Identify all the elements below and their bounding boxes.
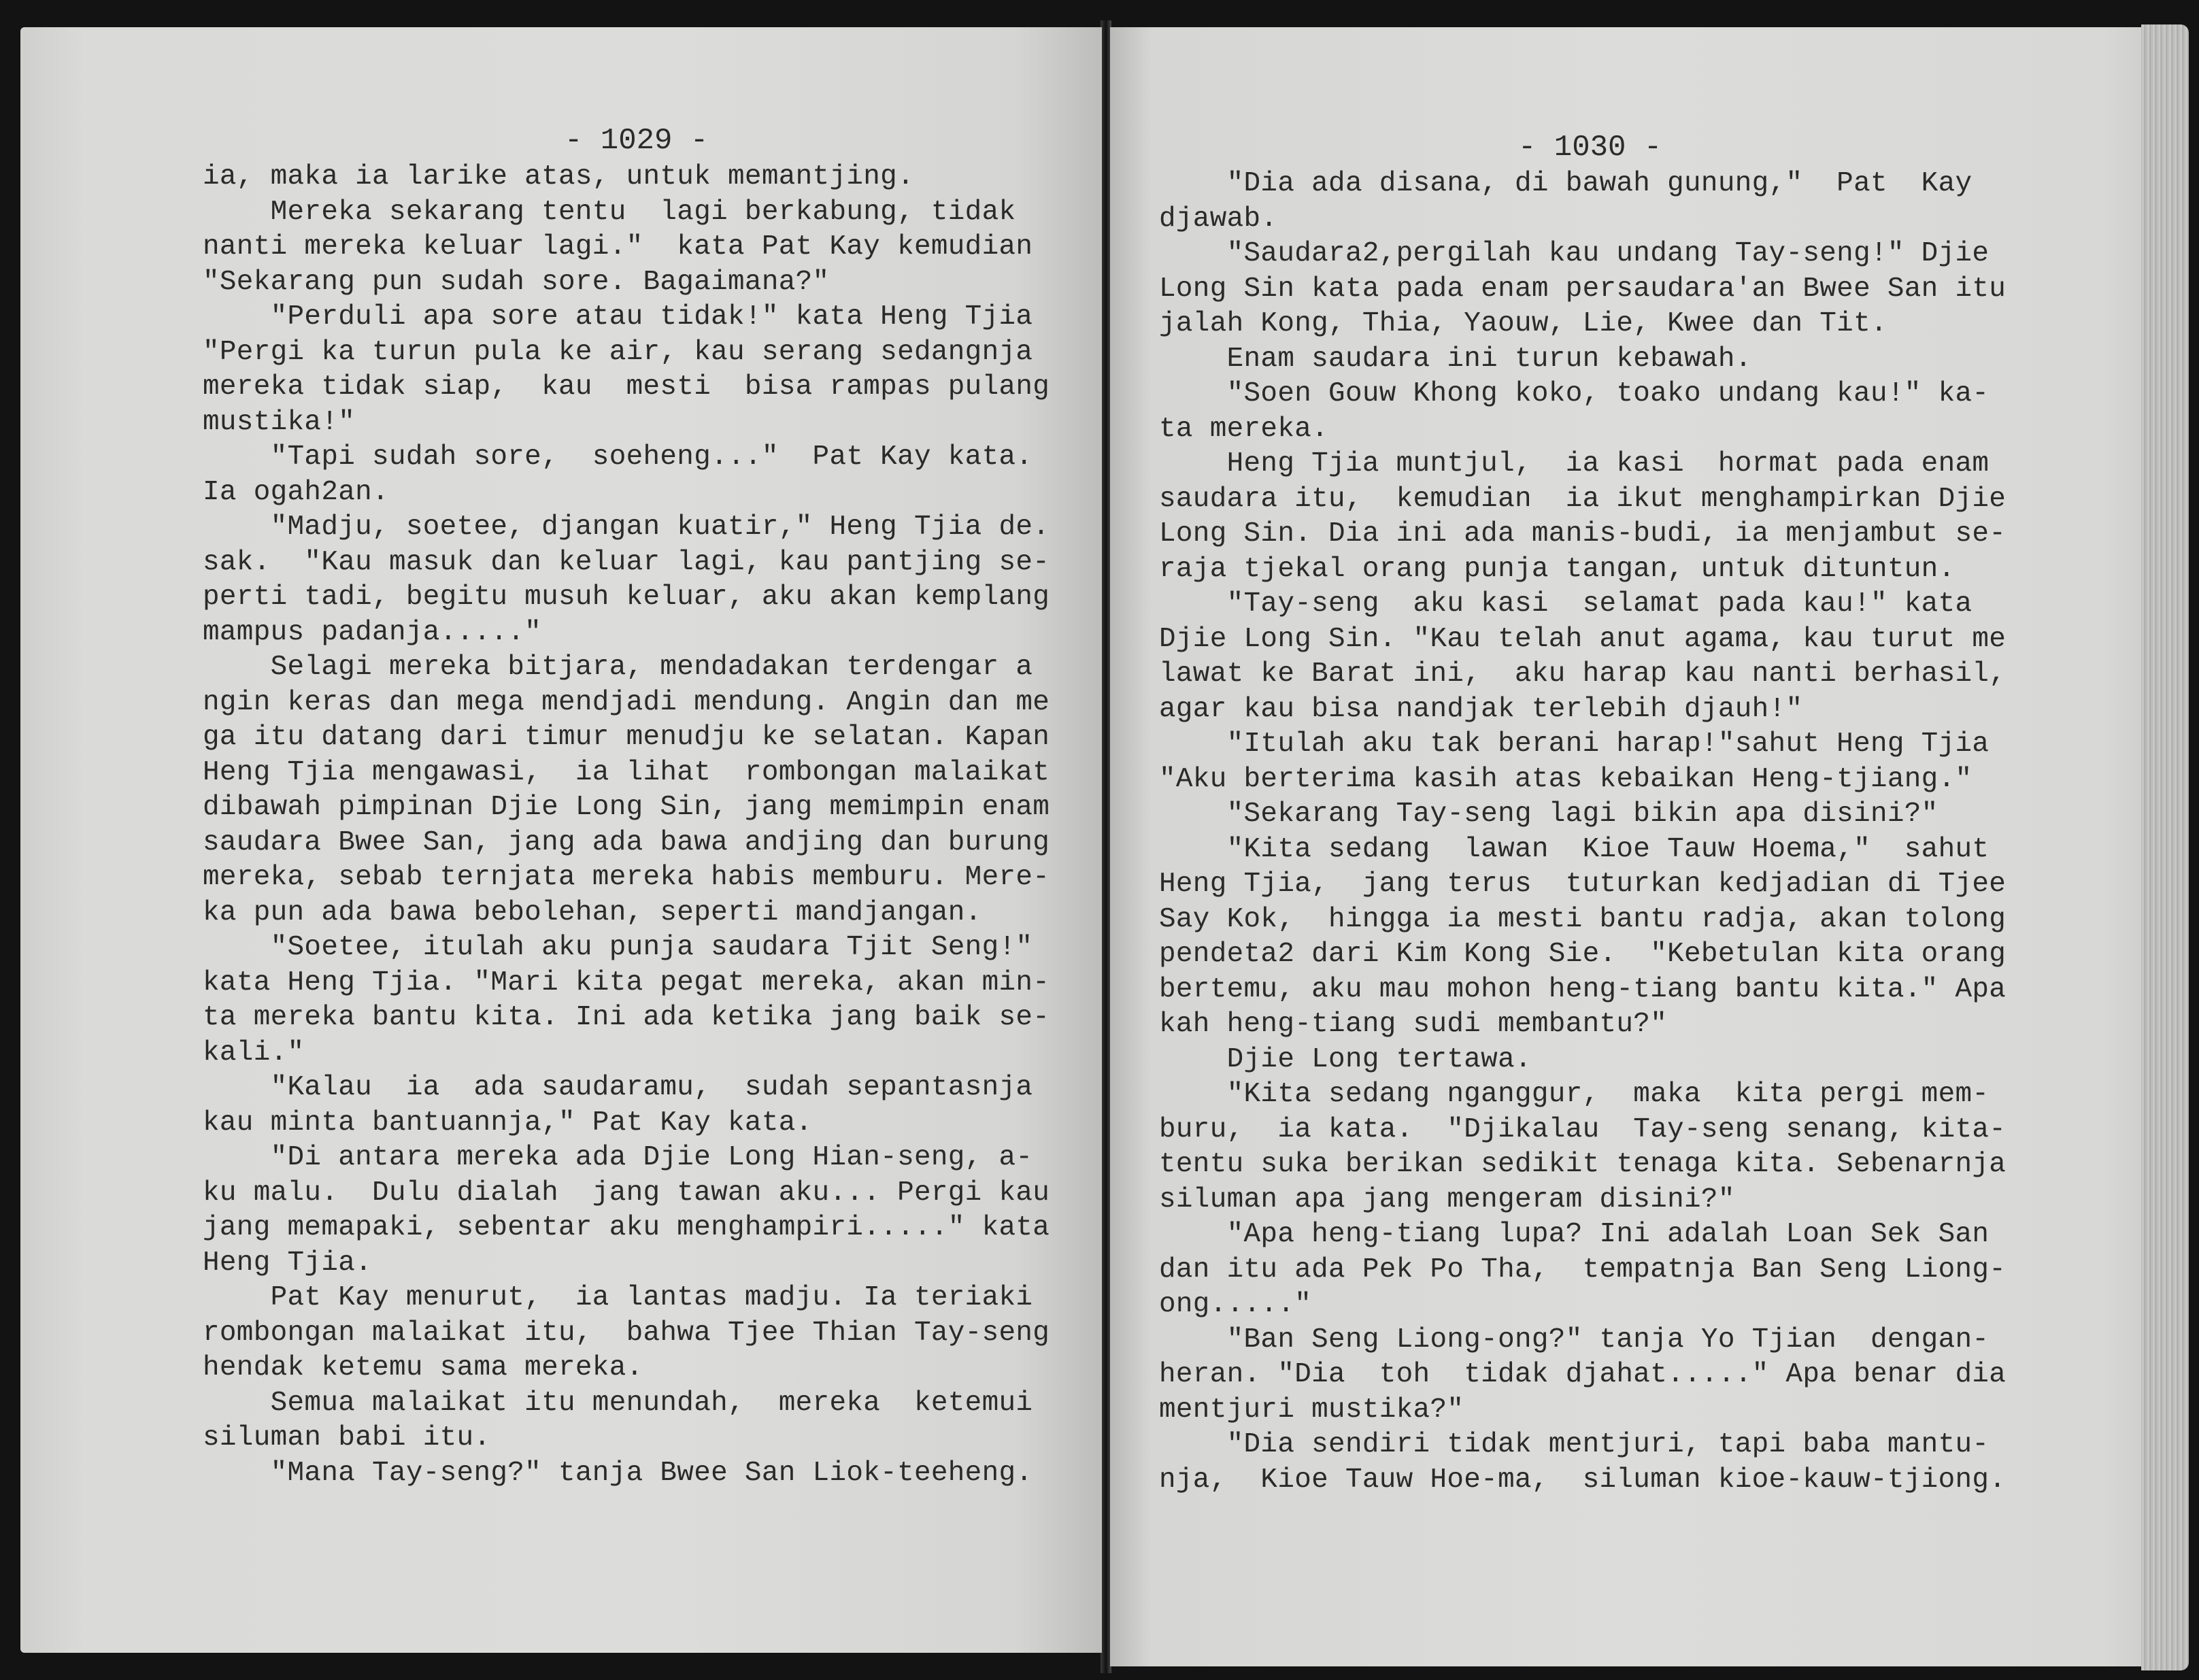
text-line: Djie Long Sin. "Kau telah anut agama, kau turut me <box>1159 623 2007 655</box>
text-line: "Tay-seng aku kasi selamat pada kau!" kata <box>1159 588 1973 620</box>
text-line: "Mana Tay-seng?" tanja Bwee San Liok-teeheng. <box>203 1457 1033 1489</box>
text-line: ku malu. Dulu dialah jang tawan aku... Pergi kau <box>203 1177 1050 1209</box>
text-line: mereka tidak siap, kau mesti bisa rampas pulang <box>203 371 1050 403</box>
text-line: Selagi mereka bitjara, mendadakan terdengar a <box>203 652 1033 683</box>
text-line: saudara Bwee San, jang ada bawa andjing dan burung <box>203 826 1050 858</box>
text-line: "Saudara2,pergilah kau undang Tay-seng!" Djie <box>1159 238 1990 269</box>
text-line: kah heng-tiang sudi membantu?" <box>1159 1009 1668 1040</box>
left-page <box>20 27 1102 1653</box>
text-line: lawat ke Barat ini, aku harap kau nanti berhasil, <box>1159 658 2007 690</box>
text-line: "Kita sedang nganggur, maka kita pergi mem- <box>1159 1079 1990 1110</box>
text-line: nanti mereka keluar lagi." kata Pat Kay kemudian <box>203 231 1033 263</box>
right-page-text <box>1159 167 2132 1498</box>
text-line: buru, ia kata. "Djikalau Tay-seng senang, kita- <box>1159 1113 2007 1145</box>
text-line: mampus padanja....." <box>203 616 542 648</box>
right-page-number: - 1030 - <box>1518 131 1662 165</box>
left-page-number: - 1029 - <box>565 124 709 158</box>
text-line: nja, Kioe Tauw Hoe-ma, siluman kioe-kauw-tjiong. <box>1159 1464 2007 1496</box>
text-line: kau minta bantuannja," Pat Kay kata. <box>203 1107 813 1139</box>
text-line: "Sekarang Tay-seng lagi bikin apa disini?" <box>1159 799 1938 830</box>
text-line: Mereka sekarang tentu lagi berkabung, tidak <box>203 196 1016 228</box>
text-line: "Perduli apa sore atau tidak!" kata Heng Tjia <box>203 301 1033 333</box>
text-line: ta mereka bantu kita. Ini ada ketika jang baik se- <box>203 1002 1050 1033</box>
text-line: "Tapi sudah sore, soeheng..." Pat Kay kata. <box>203 441 1033 473</box>
text-line: "Di antara mereka ada Djie Long Hian-seng, a- <box>203 1142 1033 1173</box>
text-line: "Madju, soetee, djangan kuatir," Heng Tjia de. <box>203 511 1050 543</box>
text-line: Enam saudara ini turun kebawah. <box>1159 343 1752 375</box>
text-line: "Apa heng-tiang lupa? Ini adalah Loan Sek San <box>1159 1219 1990 1250</box>
text-line: "Itulah aku tak berani harap!"sahut Heng Tjia <box>1159 728 1990 760</box>
text-line: ta mereka. <box>1159 413 1329 445</box>
text-line: Long Sin. Dia ini ada manis-budi, ia menjambut se- <box>1159 518 2007 550</box>
text-line: agar kau bisa nandjak terlebih djauh!" <box>1159 693 1803 725</box>
text-line: Long Sin kata pada enam persaudara'an Bwee San itu <box>1159 273 2007 305</box>
text-line: mustika!" <box>203 406 356 438</box>
page-edges <box>2141 24 2189 1670</box>
text-line: Heng Tjia. <box>203 1247 373 1279</box>
text-line: mentjuri mustika?" <box>1159 1394 1464 1426</box>
text-line: heran. "Dia toh tidak djahat....." Apa benar dia <box>1159 1359 2007 1390</box>
text-line: "Soetee, itulah aku punja saudara Tjit Seng!" <box>203 932 1033 963</box>
text-line: "Sekarang pun sudah sore. Bagaimana?" <box>203 266 830 298</box>
text-line: "Dia ada disana, di bawah gunung," Pat Kay <box>1159 168 1973 199</box>
left-page-text <box>203 160 1087 1491</box>
text-line: raja tjekal orang punja tangan, untuk dituntun. <box>1159 553 1955 585</box>
text-line: "Kalau ia ada saudaramu, sudah sepantasnja <box>203 1072 1033 1103</box>
text-line: "Dia sendiri tidak mentjuri, tapi baba mantu- <box>1159 1429 1990 1460</box>
text-line: ngin keras dan mega mendjadi mendung. Angin dan me <box>203 686 1050 718</box>
text-line: Heng Tjia muntjul, ia kasi hormat pada enam <box>1159 448 1990 480</box>
text-line: "Ban Seng Liong-ong?" tanja Yo Tjian dengan- <box>1159 1324 1990 1356</box>
text-line: djawab. <box>1159 203 1278 235</box>
text-line: rombongan malaikat itu, bahwa Tjee Thian Tay-seng <box>203 1317 1050 1349</box>
text-line: kali." <box>203 1037 305 1069</box>
text-line: perti tadi, begitu musuh keluar, aku akan kemplang <box>203 582 1050 613</box>
text-line: ia, maka ia larike atas, untuk memantjing. <box>203 161 914 192</box>
text-line: dibawah pimpinan Djie Long Sin, jang memimpin enam <box>203 792 1050 823</box>
text-line: Ia ogah2an. <box>203 476 389 508</box>
text-line: Heng Tjia mengawasi, ia lihat rombongan malaikat <box>203 756 1050 788</box>
text-line: "Kita sedang lawan Kioe Tauw Hoema," sahut <box>1159 833 1990 865</box>
text-line: saudara itu, kemudian ia ikut menghampirkan Djie <box>1159 483 2007 515</box>
text-line: hendak ketemu sama mereka. <box>203 1352 643 1383</box>
text-line: Pat Kay menurut, ia lantas madju. Ia teriaki <box>203 1282 1033 1313</box>
text-line: jalah Kong, Thia, Yaouw, Lie, Kwee dan Tit. <box>1159 308 1887 339</box>
text-line: jang memapaki, sebentar aku menghampiri....." kata <box>203 1212 1050 1243</box>
text-line: bertemu, aku mau mohon heng-tiang bantu kita." Apa <box>1159 973 2007 1005</box>
text-line: siluman babi itu. <box>203 1422 491 1454</box>
text-line: sak. "Kau masuk dan keluar lagi, kau pantjing se- <box>203 546 1050 578</box>
text-line: tentu suka berikan sedikit tenaga kita. Sebenarnja <box>1159 1149 2007 1180</box>
text-line: ong....." <box>1159 1289 1312 1320</box>
text-line: mereka, sebab ternjata mereka habis memburu. Mere- <box>203 862 1050 893</box>
text-line: Say Kok, hingga ia mesti bantu radja, akan tolong <box>1159 903 2007 935</box>
text-line: dan itu ada Pek Po Tha, tempatnja Ban Seng Liong- <box>1159 1254 2007 1286</box>
text-line: ka pun ada bawa bebolehan, seperti mandjangan. <box>203 896 982 928</box>
text-line: pendeta2 dari Kim Kong Sie. "Kebetulan kita orang <box>1159 939 2007 970</box>
text-line: "Pergi ka turun pula ke air, kau serang sedangnja <box>203 336 1033 368</box>
text-line: Djie Long tertawa. <box>1159 1043 1532 1075</box>
text-line: ga itu datang dari timur menudju ke selatan. Kapan <box>203 722 1050 753</box>
text-line: kata Heng Tjia. "Mari kita pegat mereka, akan min- <box>203 967 1050 998</box>
text-line: "Aku berterima kasih atas kebaikan Heng-tjiang." <box>1159 763 1973 795</box>
right-page <box>1110 27 2144 1666</box>
text-line: Semua malaikat itu menundah, mereka ketemui <box>203 1387 1033 1419</box>
text-line: siluman apa jang mengeram disini?" <box>1159 1183 1735 1215</box>
text-line: Heng Tjia, jang terus tuturkan kedjadian di Tjee <box>1159 869 2007 900</box>
text-line: "Soen Gouw Khong koko, toako undang kau!" ka- <box>1159 378 1990 409</box>
